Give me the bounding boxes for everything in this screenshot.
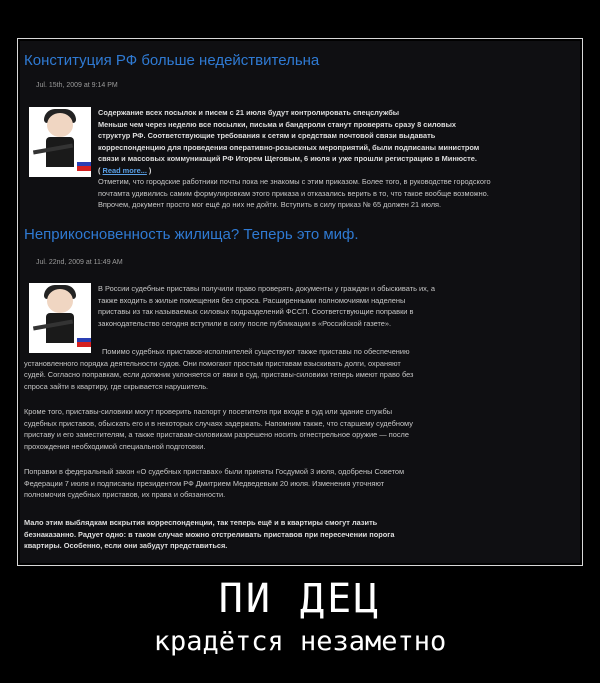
text-line: Отметим, что городские работники почты пока не знакомы с этим приказом. Более того, в руководстве городского (98, 177, 491, 186)
text-line: полномочия судебных приставов, их права и обязанности. (24, 490, 226, 499)
blog-screenshot (20, 41, 580, 563)
text-line: Помимо судебных приставов-исполнителей существуют также приставы по обеспечению (102, 347, 410, 356)
text-line: установленного порядка деятельности судов. Они помогают простым приставам взыскивать долги, охраняют (24, 358, 401, 368)
paragraph (24, 406, 574, 452)
post-title[interactable]: Конституция РФ больше недействительна (24, 52, 320, 69)
russian-flag-icon (77, 333, 91, 347)
comment-lead (24, 517, 574, 552)
text-line: Содержание всех посылок и писем с 21 июля будут контролировать спецслужбы (98, 108, 400, 117)
text-line: Федерации 7 июля и подписаны президентом РФ Дмитрием Медведевым 20 июля. Изменения уточняют (24, 478, 385, 488)
text-line: судебных приставов, обыскать его и в некоторых случаях задержать. Напомним также, что старшему судебному (24, 418, 413, 428)
text-line: также входить в жилые помещения без спроса. Расширенными полномочиями наделены (98, 295, 406, 305)
user-avatar (29, 283, 91, 353)
text-line: структур РФ. Соответствующие требования к сетям и средствам почтовой связи выдавать (98, 131, 436, 140)
text-line: почтамта удивились самим формулировкам этого приказа и отказались верить в то, что такое вообще возможно. (98, 188, 489, 198)
post-date: Jul. 15th, 2009 at 9:14 PM (36, 82, 118, 89)
text-line: прохождения необходимой специальной подготовки. (24, 441, 206, 451)
post-intro (98, 283, 573, 329)
paren-open: ( (98, 165, 103, 175)
text-line: Кроме того, приставы-силовики могут проверить паспорт у посетителя при входе в суд или здание службы (24, 407, 393, 416)
text-line: судей. Согласно поправкам, если должник уклоняется от явки в суд, приставы-силовики теперь имеют право без (24, 370, 414, 379)
text-line: В России судебные приставы получили право проверять документы у граждан и обыскивать их, а (98, 284, 436, 293)
post-title[interactable]: Неприкосновенность жилища? Теперь это миф. (24, 226, 359, 243)
text-line: законодательство сегодня вступили в силу после публикации в «Российской газете». (98, 318, 392, 328)
text-line: квартиры. Особенно, если они забудут представиться. (24, 541, 228, 550)
paragraph (24, 346, 574, 392)
post-date: Jul. 22nd, 2009 at 11:49 AM (36, 259, 123, 266)
text-line: безнаказанно. Радует одно: в таком случае можно отстреливать приставов при пересечении порога (24, 529, 395, 539)
text-line: Впрочем, документ просто мог ещё до них не дойти. Вступить в силу приказ № 65 должен 21 июля. (98, 200, 442, 209)
text-line: связи и массовых коммуникаций РФ Игорем Щеговым, 6 июля и уже прошли регистрацию в Минюсте. (98, 154, 477, 163)
avatar-head (47, 289, 73, 313)
avatar-head (47, 113, 73, 137)
text-line: приставы из так называемых силовых подразделений ФССП. Соответствующие поправки в (98, 307, 414, 316)
text-line: Меньше чем через неделю все посылки, письма и бандероли станут проверять сразу 8 силовых (98, 119, 457, 129)
post-lead (98, 107, 573, 176)
post-body (98, 176, 573, 211)
paren-close: ) (146, 165, 152, 175)
text-line: спроса зайти в квартиру, где скрывается нарушитель. (24, 381, 209, 391)
text-line: приставу и его заместителям, а также приставам-силовикам разрешено носить огнестрельное оружие — после (24, 430, 409, 439)
poster-headline: ПИ ДЕЦ (218, 576, 382, 622)
russian-flag-icon (77, 157, 91, 171)
avatar-body (46, 137, 74, 167)
avatar-body (46, 313, 74, 343)
read-more-line (98, 165, 573, 177)
text-line: Поправки в федеральный закон «О судебных приставах» были приняты Госдумой 3 июля, одобрены Советом (24, 467, 405, 476)
user-avatar (29, 107, 91, 177)
paragraph (24, 466, 574, 501)
read-more-link[interactable]: Read more... (102, 165, 147, 175)
text-line: корреспонденцию для проведения оперативно-розыскных мероприятий, были подписаны министром (98, 142, 480, 152)
poster-subline: крадётся незаметно (153, 626, 447, 657)
text-line: Мало этим выблядкам вскрытия корреспонденции, так теперь ещё и в квартиры смогут лазить (24, 518, 378, 527)
